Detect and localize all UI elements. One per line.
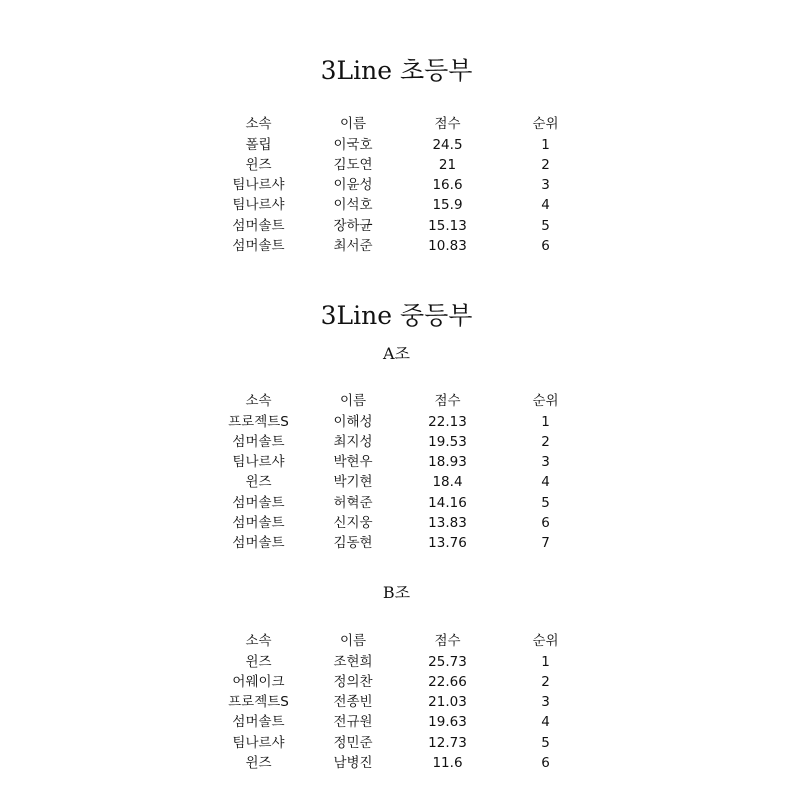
table-row [210,452,595,472]
cell-name: 남병진 [333,754,373,771]
table-row [210,712,595,732]
table-header-row [210,114,595,135]
cell-score: 10.83 [428,237,467,254]
table-row [210,472,595,492]
header-rank: 순위 [532,633,559,649]
table-row [210,493,595,513]
cell-affiliation: 폴립 [245,136,272,153]
table-row [210,753,595,773]
cell-affiliation: 팀나르샤 [232,734,285,751]
cell-rank: 1 [541,136,550,153]
table-row [210,236,595,256]
cell-name: 정의찬 [333,673,373,690]
cell-affiliation: 프로젝트S [228,694,289,711]
cell-name: 조현희 [333,653,373,670]
table-row [210,672,595,692]
cell-score: 19.63 [428,714,467,731]
group-a-results-table [210,391,595,554]
cell-name: 정민준 [333,734,373,751]
table-row [210,432,595,452]
cell-score: 13.83 [428,514,467,531]
cell-affiliation: 윈즈 [245,754,272,771]
cell-score: 22.66 [428,673,467,690]
table-header-row [210,391,595,412]
elementary-results-table [210,114,595,256]
cell-affiliation: 윈즈 [245,474,272,491]
cell-score: 14.16 [428,494,467,511]
table-row [210,216,595,236]
cell-rank: 1 [541,413,550,430]
table-row [210,135,595,155]
cell-score: 15.13 [428,217,467,234]
cell-score: 18.4 [432,474,463,491]
cell-rank: 6 [541,237,550,254]
table-row [210,692,595,712]
header-name: 이름 [339,393,367,409]
cell-affiliation: 윈즈 [245,156,272,173]
cell-name: 박현우 [333,454,373,471]
cell-score: 25.73 [428,653,467,670]
table-row [210,733,595,753]
cell-name: 김도연 [333,156,373,173]
cell-score: 21 [438,156,457,173]
cell-affiliation: 섬머솔트 [232,535,285,552]
cell-affiliation: 어웨이크 [232,673,285,690]
cell-rank: 5 [541,734,550,751]
header-rank: 순위 [532,393,559,409]
cell-rank: 4 [541,714,550,731]
cell-rank: 5 [541,217,550,234]
cell-affiliation: 팀나르샤 [232,197,285,214]
cell-rank: 2 [541,433,550,450]
cell-rank: 1 [541,653,550,670]
cell-score: 18.93 [428,454,467,471]
cell-name: 신지웅 [333,514,373,531]
cell-score: 24.5 [432,136,463,153]
header-name: 이름 [339,633,367,649]
cell-name: 최서준 [333,237,373,254]
cell-affiliation: 윈즈 [245,653,272,670]
header-name: 이름 [339,116,367,132]
cell-score: 13.76 [428,535,467,552]
table-row [210,155,595,175]
cell-name: 김동현 [333,535,373,552]
cell-name: 이해성 [333,413,373,430]
header-rank: 순위 [532,116,559,132]
cell-name: 이윤성 [333,177,373,194]
cell-name: 장하균 [333,217,373,234]
cell-score: 15.9 [432,197,463,214]
cell-name: 허혁준 [333,494,373,511]
cell-rank: 2 [541,156,550,173]
cell-rank: 6 [541,514,550,531]
table-row [210,175,595,195]
table-row [210,513,595,533]
group-a-label: A조 [382,344,410,363]
cell-score: 19.53 [428,433,467,450]
table-row [210,652,595,672]
cell-affiliation: 팀나르샤 [232,177,285,194]
cell-affiliation: 팀나르샤 [232,454,285,471]
table-row [210,533,595,553]
cell-rank: 2 [541,673,550,690]
cell-rank: 3 [541,454,550,471]
header-affiliation: 소속 [245,633,272,649]
cell-name: 전규원 [333,714,373,731]
cell-rank: 4 [541,474,550,491]
cell-rank: 3 [541,694,550,711]
header-affiliation: 소속 [245,393,272,409]
cell-score: 21.03 [428,694,467,711]
header-score: 점수 [434,116,461,132]
cell-name: 박기현 [333,474,373,491]
cell-score: 16.6 [432,177,463,194]
group-b-results-table [210,631,595,773]
header-score: 점수 [434,393,461,409]
cell-affiliation: 프로젝트S [228,413,289,430]
cell-score: 11.6 [432,754,463,771]
cell-name: 이국호 [333,136,373,153]
cell-rank: 4 [541,197,550,214]
cell-affiliation: 섬머솔트 [232,237,285,254]
cell-score: 22.13 [428,413,467,430]
cell-affiliation: 섬머솔트 [232,433,285,450]
cell-score: 12.73 [428,734,467,751]
cell-affiliation: 섬머솔트 [232,514,285,531]
cell-affiliation: 섬머솔트 [232,714,285,731]
group-b-label: B조 [382,583,411,602]
middle-title: 3Line 중등부 [320,301,473,330]
cell-affiliation: 섬머솔트 [232,494,285,511]
cell-name: 전종빈 [333,694,373,711]
cell-rank: 5 [541,494,550,511]
table-row [210,195,595,215]
cell-rank: 6 [541,754,550,771]
cell-name: 최지성 [333,433,373,450]
table-row [210,412,595,432]
cell-name: 이석호 [333,197,373,214]
cell-rank: 3 [541,177,550,194]
table-header-row [210,631,595,652]
cell-affiliation: 섬머솔트 [232,217,285,234]
cell-rank: 7 [541,535,550,552]
header-affiliation: 소속 [245,116,272,132]
elementary-title: 3Line 초등부 [320,56,473,85]
header-score: 점수 [434,633,461,649]
